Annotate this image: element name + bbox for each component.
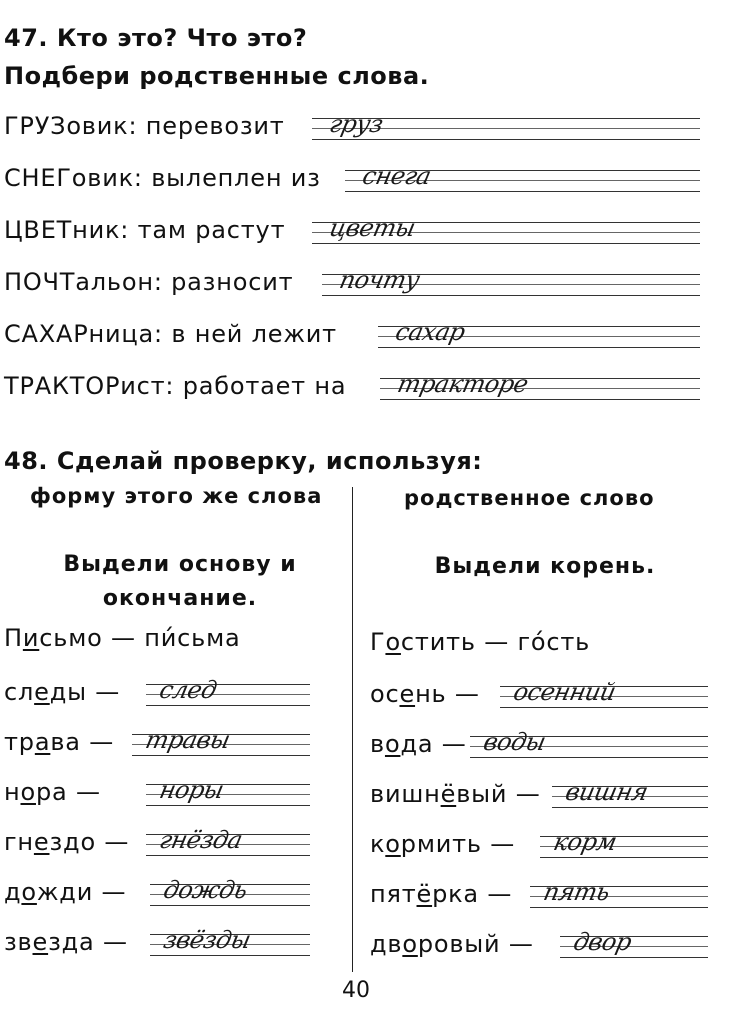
handwritten-answer: воды [481,728,549,756]
handwritten-answer: осенний [511,678,619,706]
word-part: стить — го́сть [400,628,591,656]
handwritten-answer: звёзды [161,926,254,954]
underlined-vowel: а [34,728,51,756]
right-example [370,628,590,656]
underlined-vowel: е [399,680,416,708]
handwritten-answer: двор [571,928,634,956]
word-part: д [4,878,22,906]
word-part: П [4,624,23,652]
underlined-vowel: ё [416,880,433,908]
handwritten-answer: корм [551,828,620,856]
underlined-vowel: ё [440,780,457,808]
handwritten-answer: почту [337,266,422,294]
word-part: нь — [415,680,480,708]
exercise-47-instruction: Подбери родственные слова. [4,62,430,90]
underlined-vowel: о [20,778,36,806]
word-part: в [370,730,385,758]
left-row-word [4,678,120,706]
word-part: зда — [48,928,128,956]
left-row-word [4,828,129,856]
exercise-47-prompt: ГРУЗовик: перевозит [4,112,285,140]
handwritten-answer: дождь [161,876,250,904]
handwritten-answer: цветы [327,214,418,242]
right-row-word [370,780,541,808]
word-part: ды — [49,678,121,706]
left-column-heading: форму этого же слова [30,484,323,508]
word-part: Г [370,628,386,656]
handwritten-answer: пять [541,878,613,906]
exercise-48-title: 48. Сделай проверку, используя: [4,447,483,475]
exercise-47-prompt: САХАРница: в ней лежит [4,320,337,348]
handwritten-answer: травы [143,726,233,754]
word-part: вишн [370,780,441,808]
word-part: сл [4,678,35,706]
handwritten-answer: сахар [393,318,468,346]
word-part: рка — [432,880,513,908]
underlined-vowel: о [21,878,37,906]
word-part: рмить — [400,830,516,858]
handwritten-answer: норы [157,776,227,804]
underlined-vowel: о [402,930,418,958]
right-row-word [370,830,515,858]
handwritten-answer: вишня [563,778,651,806]
underlined-vowel: е [34,678,50,706]
right-column-heading: родственное слово [404,486,655,510]
left-row-word [4,928,128,956]
word-part: ва — [50,728,115,756]
word-part: да — [400,730,467,758]
left-row-word [4,728,114,756]
right-row-word [370,730,467,758]
right-row-word [370,680,480,708]
word-part: тр [4,728,35,756]
underlined-vowel: о [384,730,401,758]
exercise-47-prompt: ЦВЕТник: там растут [4,216,286,244]
handwritten-answer: тракторе [395,370,531,398]
exercise-47-title: 47. Кто это? Что это? [4,24,308,52]
left-row-word [4,878,126,906]
handwritten-answer: груз [327,110,386,138]
word-part: жди — [36,878,127,906]
page-number: 40 [342,978,370,1003]
underlined-vowel: и [22,624,40,652]
right-column-task: Выдели корень. [434,554,656,579]
word-part: сьмо — пи́сьма [39,624,241,652]
left-example [4,624,241,652]
word-part: ос [370,680,400,708]
handwritten-answer: гнёзда [157,826,245,854]
left-row-word [4,778,101,806]
word-part: зв [4,928,33,956]
exercise-47-prompt: ТРАКТОРист: работает на [4,372,347,400]
word-part: дв [370,930,403,958]
word-part: пят [370,880,417,908]
underlined-vowel: е [32,928,49,956]
right-row-word [370,930,534,958]
word-part: ра — [35,778,101,806]
word-part: здо — [49,828,130,856]
exercise-47-prompt: ПОЧТальон: разносит [4,268,294,296]
underlined-vowel: о [385,830,401,858]
handwritten-answer: след [157,676,220,704]
word-part: вый — [456,780,541,808]
right-row-word [370,880,512,908]
word-part: н [4,778,21,806]
word-part: ровый — [417,930,534,958]
underlined-vowel: е [33,828,50,856]
column-divider [352,487,353,972]
underlined-vowel: о [385,628,401,656]
handwritten-answer: снега [360,162,434,190]
left-column-task: Выдели основу и окончание. [63,552,297,611]
word-part: к [370,830,386,858]
exercise-47-prompt: СНЕГовик: вылеплен из [4,164,321,192]
word-part: гн [4,828,34,856]
